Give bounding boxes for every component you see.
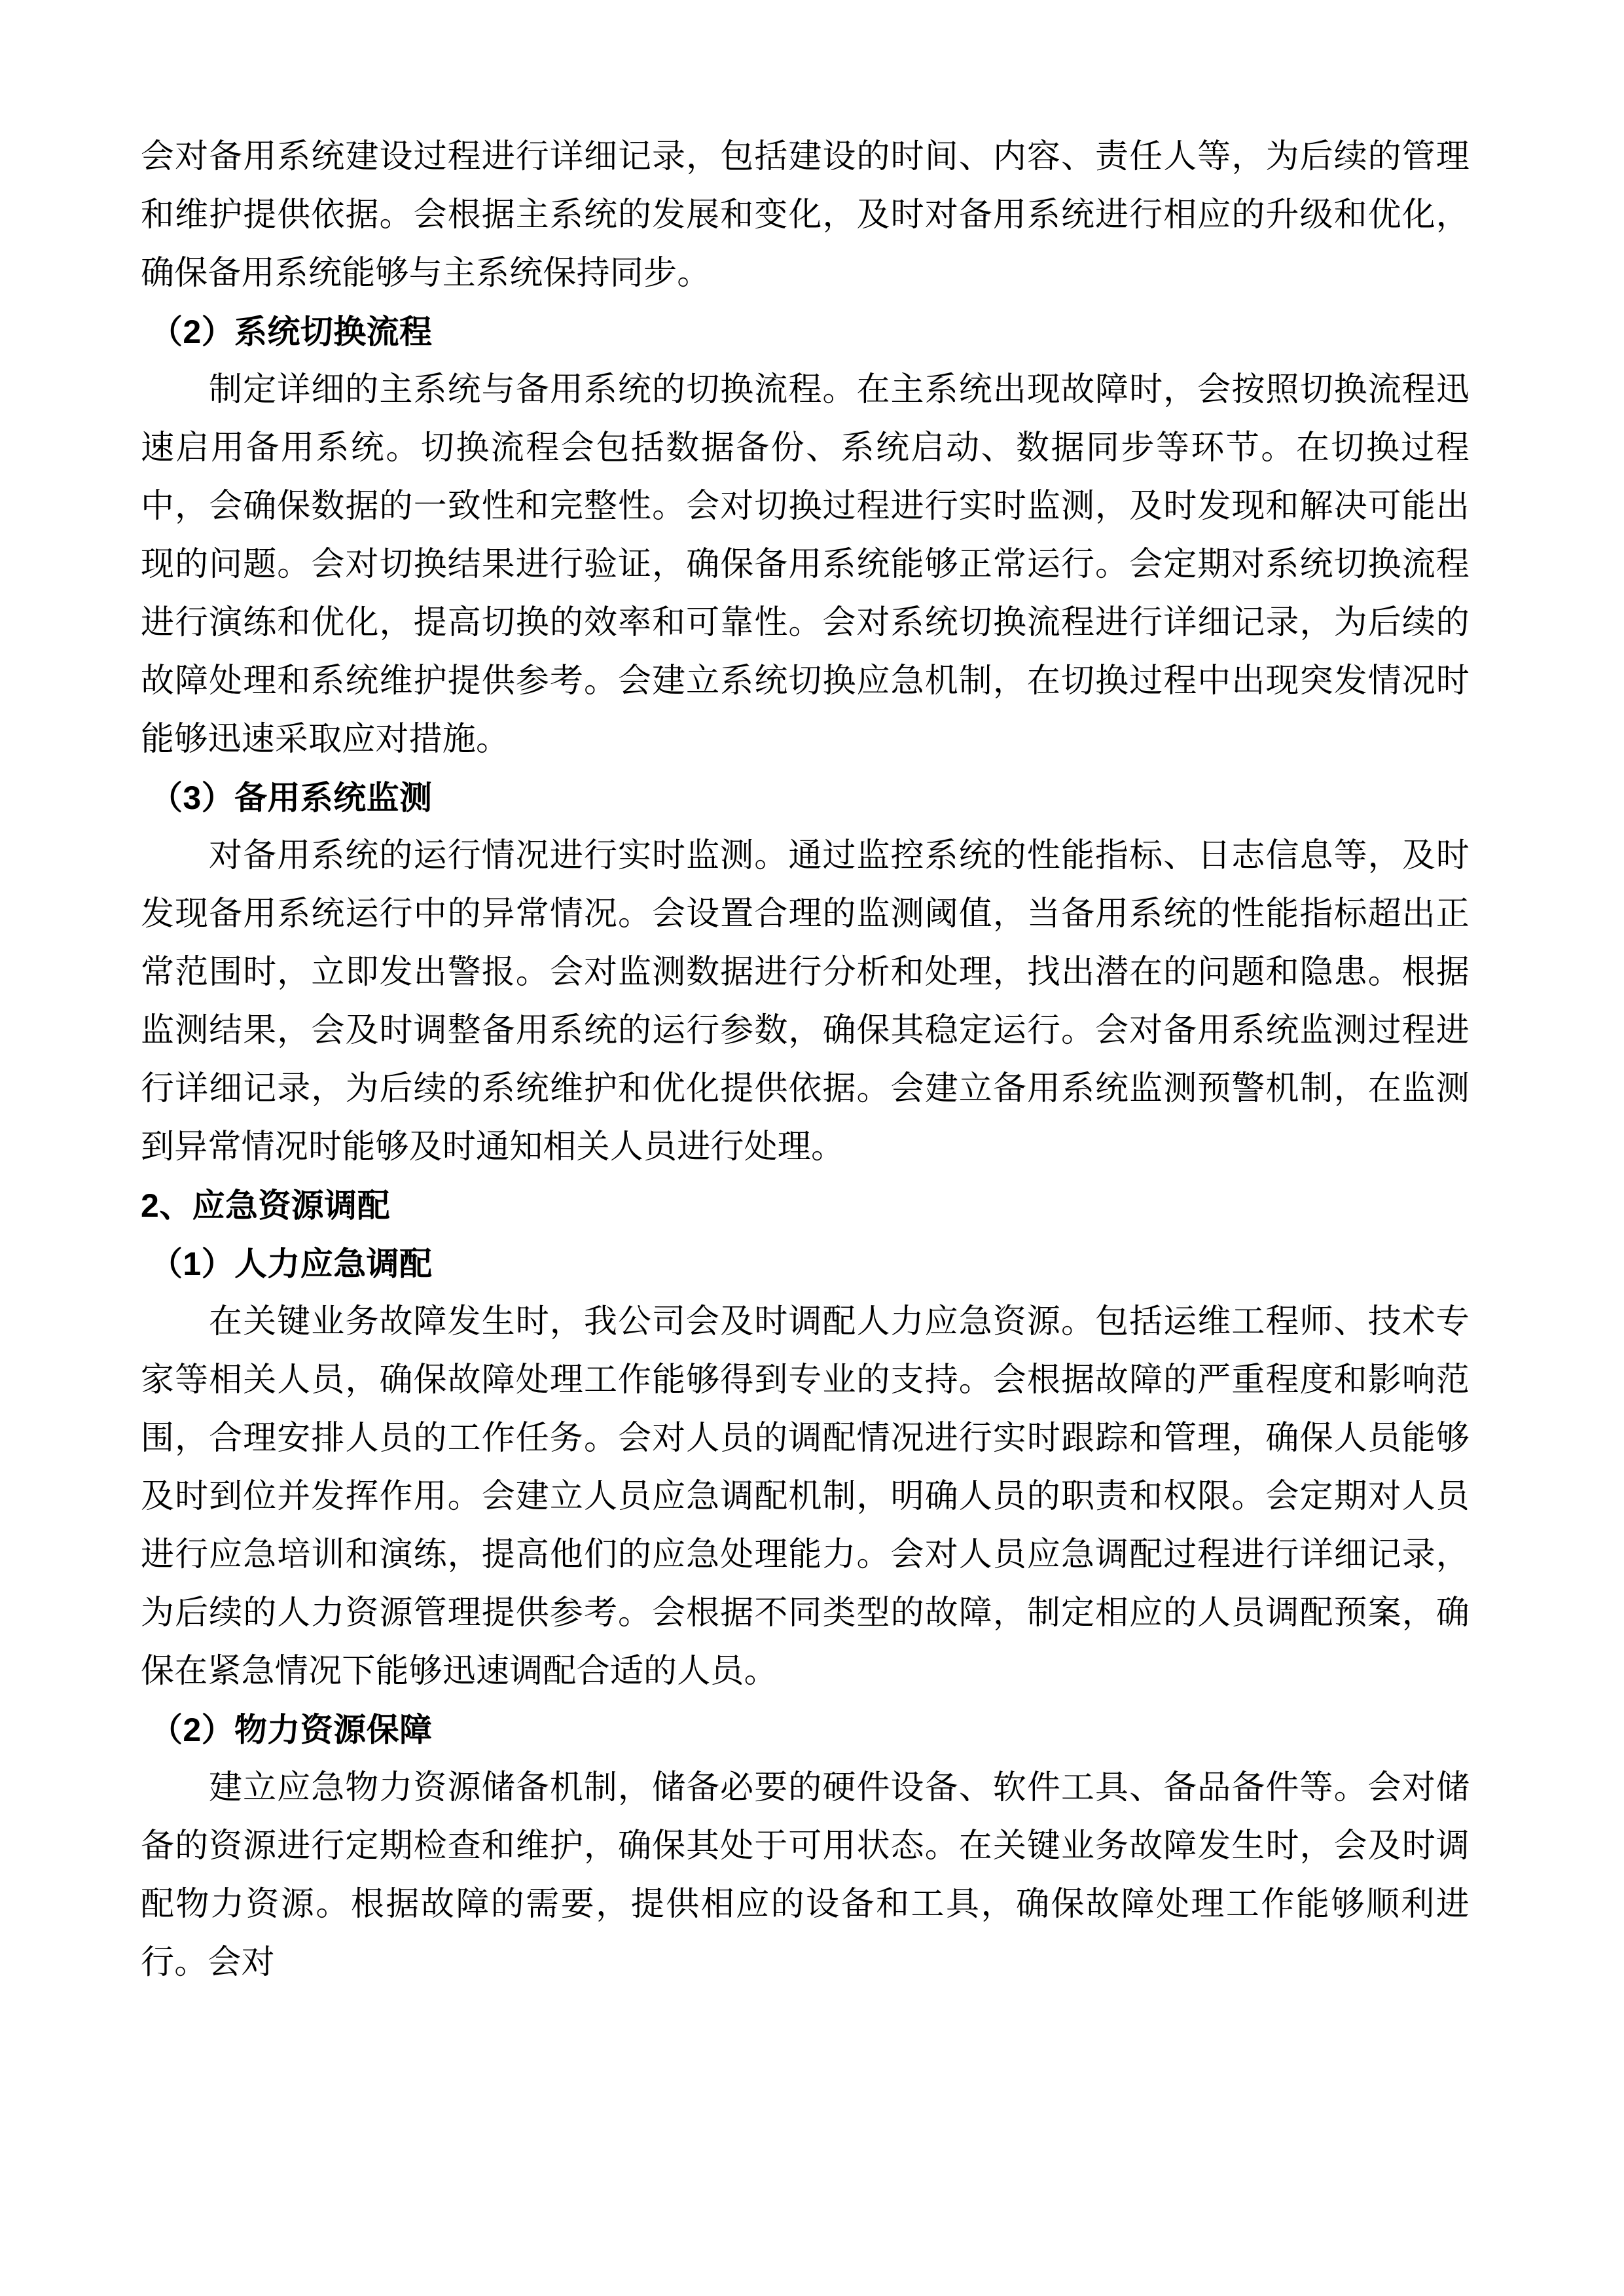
document-body xyxy=(141,128,1470,1992)
heading-material-resource-guarantee: （2）物力资源保障 xyxy=(150,1712,433,1748)
paragraph-system-switch-process: 制定详细的主系统与备用系统的切换流程。在主系统出现故障时，会按照切换流程迅速启用备用系统。切换流程会包括数据备份、系统启动、数据同步等环节。在切换过程中，会确保数据的一致性和完整性。会对切换过程进行实时监测，及时发现和解决可能出现的问题。会对切换结果进行验证，确保备用系统能够正常运行。会定期对系统切换流程进行演练和优化，提高切换的效率和可靠性。会对系统切换流程进行详细记录，为后续的故障处理和系统维护提供参考。会建立系统切换应急机制，在切换过程中出现突发情况时能够迅速采取应对措施。 xyxy=(141,372,1470,758)
paragraph-material-resource-guarantee: 建立应急物力资源储备机制，储备必要的硬件设备、软件工具、备品备件等。会对储备的资源进行定期检查和维护，确保其处于可用状态。在关键业务故障发生时，会及时调配物力资源。根据故障的需要，提供相应的设备和工具，确保故障处理工作能够顺利进行。会对 xyxy=(141,1770,1470,1981)
heading-system-switch-process: （2）系统切换流程 xyxy=(150,314,433,350)
paragraph-backup-system-record: 会对备用系统建设过程进行详细记录，包括建设的时间、内容、责任人等，为后续的管理和维护提供依据。会根据主系统的发展和变化，及时对备用系统进行相应的升级和优化，确保备用系统能够与主系统保持同步。 xyxy=(141,139,1470,292)
heading-backup-system-monitoring: （3）备用系统监测 xyxy=(150,780,433,816)
heading-emergency-resource-allocation: 2、应急资源调配 xyxy=(141,1187,391,1224)
paragraph-backup-system-monitoring: 对备用系统的运行情况进行实时监测。通过监控系统的性能指标、日志信息等，及时发现备用系统运行中的异常情况。会设置合理的监测阈值，当备用系统的性能指标超出正常范围时，立即发出警报。会对监测数据进行分析和处理，找出潜在的问题和隐患。根据监测结果，会及时调整备用系统的运行参数，确保其稳定运行。会对备用系统监测过程进行详细记录，为后续的系统维护和优化提供依据。会建立备用系统监测预警机制，在监测到异常情况时能够及时通知相关人员进行处理。 xyxy=(141,838,1470,1166)
paragraph-manpower-emergency-allocation: 在关键业务故障发生时，我公司会及时调配人力应急资源。包括运维工程师、技术专家等相关人员，确保故障处理工作能够得到专业的支持。会根据故障的严重程度和影响范围，合理安排人员的工作任务。会对人员的调配情况进行实时跟踪和管理，确保人员能够及时到位并发挥作用。会建立人员应急调配机制，明确人员的职责和权限。会定期对人员进行应急培训和演练，提高他们的应急处理能力。会对人员应急调配过程进行详细记录，为后续的人力资源管理提供参考。会根据不同类型的故障，制定相应的人员调配预案，确保在紧急情况下能够迅速调配合适的人员。 xyxy=(141,1304,1470,1690)
heading-manpower-emergency-allocation: （1）人力应急调配 xyxy=(150,1246,433,1282)
